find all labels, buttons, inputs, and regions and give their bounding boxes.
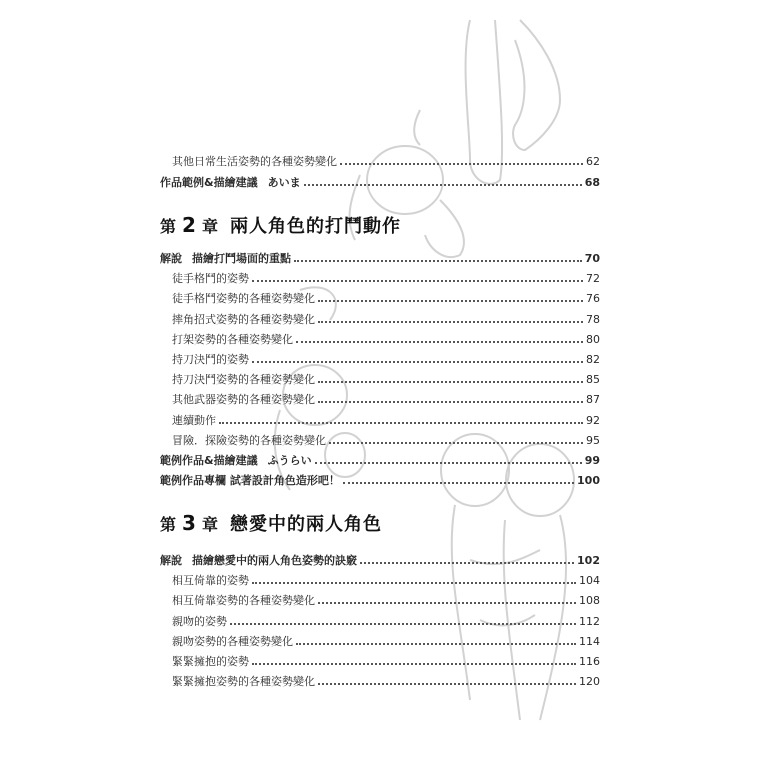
leader-dots — [318, 401, 583, 403]
chapter-number: 3 — [182, 511, 196, 535]
chapter-label: 章 — [201, 216, 218, 236]
toc-page-number: 116 — [579, 655, 600, 668]
toc-page-number: 102 — [577, 554, 600, 567]
toc-page-number: 78 — [586, 312, 600, 326]
toc-entry[interactable] — [172, 331, 600, 349]
toc-page-number: 120 — [579, 675, 600, 689]
toc-page-number: 108 — [579, 594, 600, 608]
toc-entry[interactable] — [172, 613, 600, 631]
toc-page-number: 76 — [586, 292, 600, 306]
toc-entry-title: 範例作品&描繪建議 ふうらい — [160, 454, 312, 467]
leader-dots — [360, 562, 574, 564]
chapter-title: 兩人角色的打鬥動作 — [229, 216, 401, 237]
toc-entry[interactable] — [160, 452, 600, 470]
leader-dots — [318, 381, 583, 383]
chapter-label: 第 — [160, 216, 177, 236]
toc-entry-title: 徒手格鬥的姿勢 — [172, 272, 249, 286]
leader-dots — [230, 623, 576, 625]
toc-entry[interactable] — [172, 572, 600, 590]
toc-entry[interactable] — [172, 412, 600, 430]
leader-dots — [318, 300, 583, 302]
leader-dots — [340, 163, 583, 165]
toc-page-number: 80 — [586, 332, 600, 346]
toc-page-number: 92 — [586, 413, 600, 427]
toc-entry[interactable] — [160, 250, 600, 268]
toc-page-number: 114 — [579, 634, 600, 648]
toc-entry-title: 其他武器姿勢的各種姿勢變化 — [172, 393, 315, 407]
chapter-label: 章 — [201, 514, 218, 534]
leader-dots — [296, 341, 583, 343]
toc-entry-title: 冒險．探險姿勢的各種姿勢變化 — [172, 433, 326, 447]
leader-dots — [252, 582, 576, 584]
toc-entry[interactable] — [160, 174, 600, 192]
chapter-heading — [160, 210, 401, 240]
toc-entry[interactable] — [172, 371, 600, 389]
chapter-label: 第 — [160, 514, 177, 534]
toc-entry-title: 親吻的姿勢 — [172, 614, 227, 628]
leader-dots — [252, 361, 583, 363]
toc-entry-title: 摔角招式姿勢的各種姿勢變化 — [172, 312, 315, 326]
toc-entry-title: 持刀決鬥的姿勢 — [172, 353, 249, 366]
leader-dots — [318, 602, 576, 604]
toc-entry[interactable] — [172, 290, 600, 308]
toc-entry-title: 緊緊擁抱的姿勢 — [172, 655, 249, 668]
toc-entry[interactable] — [172, 633, 600, 651]
leader-dots — [318, 683, 576, 685]
toc-page-number: 68 — [584, 176, 600, 189]
toc-entry[interactable] — [172, 592, 600, 610]
toc-entry[interactable] — [160, 472, 600, 490]
leader-dots — [304, 184, 582, 186]
leader-dots — [252, 663, 576, 665]
toc-entry-title: 其他日常生活姿勢的各種姿勢變化 — [172, 155, 337, 168]
toc-entry-title: 相互倚靠姿勢的各種姿勢變化 — [172, 594, 315, 608]
leader-dots — [296, 643, 576, 645]
toc-entry-title: 持刀決鬥姿勢的各種姿勢變化 — [172, 373, 315, 387]
toc-page-number: 70 — [584, 252, 600, 265]
chapter-heading — [160, 508, 382, 538]
toc-entry-title: 相互倚靠的姿勢 — [172, 574, 249, 588]
leader-dots — [315, 462, 582, 464]
leader-dots — [252, 280, 583, 282]
toc-page-number: 85 — [586, 373, 600, 387]
chapter-title: 戀愛中的兩人角色 — [229, 514, 382, 535]
leader-dots — [343, 482, 574, 484]
toc-page-number: 99 — [584, 454, 600, 467]
toc-page-number: 72 — [586, 272, 600, 286]
toc-entry-title: 解說 描繪戀愛中的兩人角色姿勢的訣竅 — [160, 554, 357, 567]
toc-entry[interactable] — [172, 153, 600, 171]
toc-page-number: 87 — [586, 393, 600, 407]
toc-entry-title: 解說 描繪打鬥場面的重點 — [160, 252, 291, 265]
toc-entry[interactable] — [172, 311, 600, 329]
chapter-number: 2 — [182, 213, 196, 237]
toc-entry[interactable] — [172, 270, 600, 288]
toc-entry-title: 作品範例&描繪建議 あいま — [160, 176, 301, 189]
leader-dots — [318, 321, 583, 323]
toc-entry-title: 打架姿勢的各種姿勢變化 — [172, 332, 293, 346]
toc-entry-title: 親吻姿勢的各種姿勢變化 — [172, 634, 293, 648]
toc-entry-title: 徒手格鬥姿勢的各種姿勢變化 — [172, 292, 315, 306]
toc-page-number: 62 — [586, 155, 600, 168]
leader-dots — [294, 260, 582, 262]
toc-entry-title: 範例作品專欄 試著設計角色造形吧！ — [160, 474, 340, 488]
toc-page-number: 112 — [579, 614, 600, 628]
toc-entry[interactable] — [172, 432, 600, 450]
leader-dots — [329, 442, 583, 444]
leader-dots — [219, 422, 583, 424]
toc-page-number: 95 — [586, 433, 600, 447]
toc-entry-title: 緊緊擁抱姿勢的各種姿勢變化 — [172, 675, 315, 689]
toc-entry[interactable] — [172, 351, 600, 369]
toc-entry[interactable] — [172, 653, 600, 671]
toc-entry[interactable] — [160, 552, 600, 570]
toc-page-number: 104 — [579, 574, 600, 588]
toc-page-number: 100 — [577, 474, 600, 488]
toc-entry[interactable] — [172, 673, 600, 691]
toc-entry-title: 連續動作 — [172, 413, 216, 427]
toc-entry[interactable] — [172, 391, 600, 409]
toc-page-number: 82 — [586, 353, 600, 366]
